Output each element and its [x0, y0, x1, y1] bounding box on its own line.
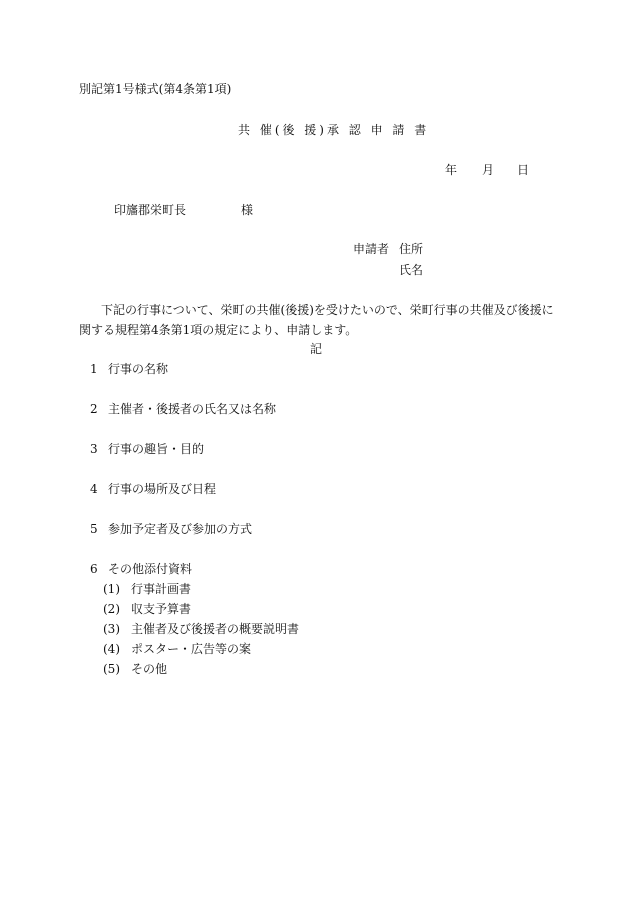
addressee-name: 印旛郡栄町長 — [114, 203, 187, 217]
attachment-4-number: (4) — [103, 642, 120, 656]
attachment-2-number: (2) — [103, 602, 120, 616]
item-3-label: 行事の趣旨・目的 — [108, 442, 205, 456]
item-5-label: 参加予定者及び参加の方式 — [108, 522, 253, 536]
date-month-label: 月 — [482, 163, 495, 177]
item-4-label: 行事の場所及び日程 — [108, 482, 217, 496]
attachment-1-label: 行事計画書 — [131, 582, 192, 596]
item-2-label: 主催者・後援者の氏名又は名称 — [108, 402, 277, 416]
form-number: 別記第1号様式(第4条第1項) — [79, 82, 232, 96]
item-6-label: その他添付資料 — [108, 562, 193, 576]
item-1-number: 1 — [90, 362, 98, 376]
item-4-number: 4 — [90, 482, 98, 496]
applicant-name-label: 氏名 — [399, 263, 424, 277]
document-title: 共 催(後 援)承 認 申 請 書 — [238, 123, 430, 137]
request-text-line-2: 関する規程第4条第1項の規定により、申請します。 — [79, 323, 358, 337]
attachment-3-number: (3) — [103, 622, 120, 636]
item-2-number: 2 — [90, 402, 98, 416]
date-day-label: 日 — [517, 163, 530, 177]
attachment-5-number: (5) — [103, 662, 120, 676]
attachment-3-label: 主催者及び後援者の概要説明書 — [131, 622, 300, 636]
ki-heading: 記 — [310, 342, 323, 356]
date-year-label: 年 — [445, 163, 458, 177]
attachment-4-label: ポスター・広告等の案 — [131, 642, 252, 656]
item-5-number: 5 — [90, 522, 98, 536]
request-text-line-1: 下記の行事について、栄町の共催(後援)を受けたいので、栄町行事の共催及び後援に — [101, 303, 554, 317]
applicant-address-label: 住所 — [399, 242, 424, 256]
attachment-1-number: (1) — [103, 582, 120, 596]
attachment-2-label: 収支予算書 — [131, 602, 192, 616]
attachment-5-label: その他 — [131, 662, 168, 676]
applicant-label: 申請者 — [353, 242, 390, 256]
item-6-number: 6 — [90, 562, 98, 576]
item-3-number: 3 — [90, 442, 98, 456]
addressee-honorific: 様 — [241, 203, 254, 217]
item-1-label: 行事の名称 — [108, 362, 169, 376]
